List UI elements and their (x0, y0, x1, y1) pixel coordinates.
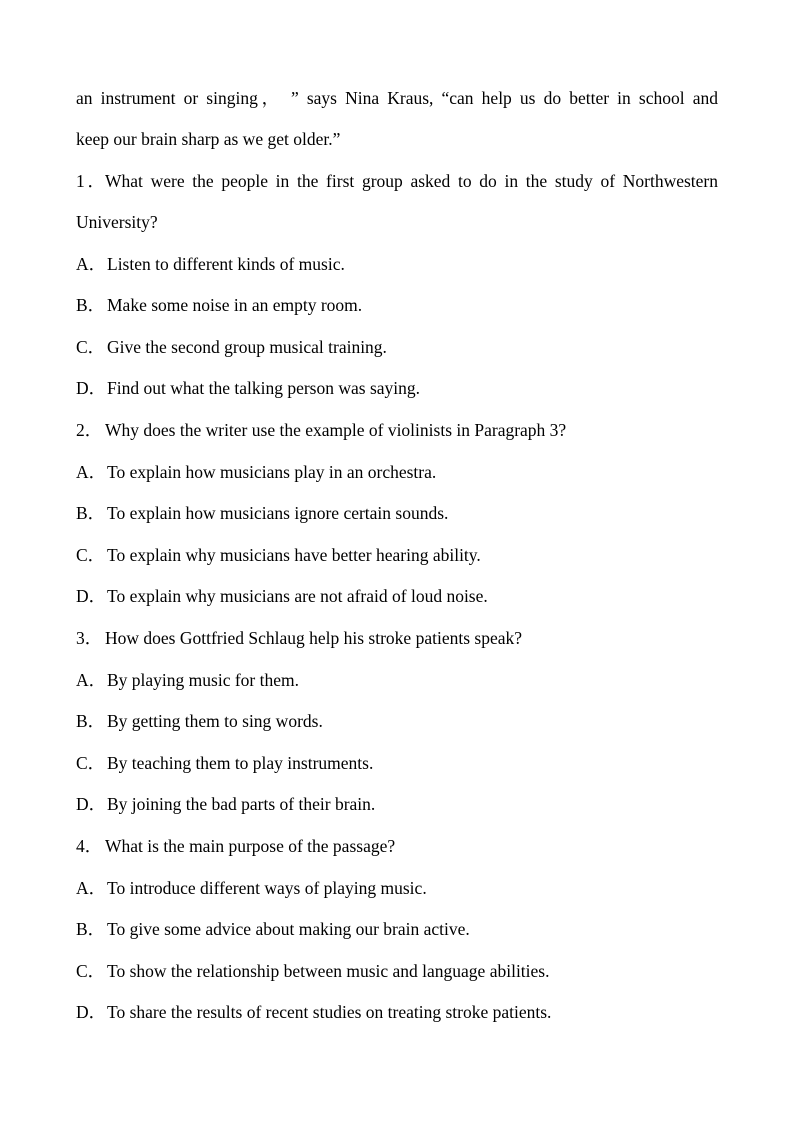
option-1d (76, 378, 420, 398)
question-3 (76, 628, 522, 648)
option-3b (76, 711, 323, 731)
option-text: To explain why musicians have better hearing ability. (107, 545, 481, 565)
option-text: By playing music for them. (107, 670, 299, 690)
question-1 (76, 171, 718, 191)
option-text: To give some advice about making our brain active. (107, 919, 470, 939)
question-number: 3． (76, 628, 103, 648)
option-letter: D． (76, 794, 107, 814)
option-text: By getting them to sing words. (107, 711, 323, 731)
option-text: To explain how musicians ignore certain sounds. (107, 503, 449, 523)
option-1c (76, 337, 387, 357)
option-3a (76, 670, 299, 690)
option-text: By teaching them to play instruments. (107, 753, 374, 773)
option-letter: A． (76, 878, 107, 898)
option-text: By joining the bad parts of their brain. (107, 794, 376, 814)
option-letter: B． (76, 919, 106, 939)
question-number: 4． (76, 836, 103, 856)
question-2 (76, 420, 566, 440)
option-letter: B． (76, 503, 106, 523)
option-3d (76, 794, 375, 814)
question-text: How does Gottfried Schlaug help his stroke patients speak? (105, 628, 522, 648)
option-letter: B． (76, 711, 106, 731)
option-2c (76, 545, 481, 565)
option-2a (76, 462, 436, 482)
option-letter: C． (76, 337, 106, 357)
option-letter: A． (76, 462, 107, 482)
passage-line: an instrument or singing， ” says Nina Kraus, “can help us do better in school and (76, 88, 718, 108)
option-4d (76, 1002, 551, 1022)
option-letter: A． (76, 670, 107, 690)
option-letter: C． (76, 753, 106, 773)
option-text: To explain why musicians are not afraid of loud noise. (107, 586, 488, 606)
option-text: To share the results of recent studies on treating stroke patients. (107, 1002, 552, 1022)
option-letter: D． (76, 378, 107, 398)
question-4 (76, 836, 395, 856)
passage-line: keep our brain sharp as we get older.” (76, 129, 341, 149)
option-text: Find out what the talking person was saying. (107, 378, 421, 398)
option-4a (76, 878, 427, 898)
question-text-continued: University? (76, 212, 158, 232)
option-4b (76, 919, 470, 939)
option-1a (76, 254, 345, 274)
option-text: Listen to different kinds of music. (107, 254, 345, 274)
option-2b (76, 503, 448, 523)
option-text: Give the second group musical training. (107, 337, 387, 357)
option-4c (76, 961, 549, 981)
question-text: What were the people in the first group asked to do in the study of Northwestern (105, 171, 718, 191)
option-3c (76, 753, 373, 773)
option-2d (76, 586, 488, 606)
option-letter: C． (76, 961, 106, 981)
option-text: Make some noise in an empty room. (107, 295, 363, 315)
option-letter: C． (76, 545, 106, 565)
option-letter: D． (76, 1002, 107, 1022)
option-text: To explain how musicians play in an orchestra. (107, 462, 437, 482)
option-1b (76, 295, 362, 315)
option-text: To introduce different ways of playing music. (107, 878, 427, 898)
question-number: 2． (76, 420, 103, 440)
option-text: To show the relationship between music and language abilities. (107, 961, 550, 981)
question-text: Why does the writer use the example of violinists in Paragraph 3? (105, 420, 567, 440)
question-text: What is the main purpose of the passage? (105, 836, 396, 856)
question-number: 1． (76, 171, 105, 191)
option-letter: B． (76, 295, 106, 315)
option-letter: D． (76, 586, 107, 606)
option-letter: A． (76, 254, 107, 274)
